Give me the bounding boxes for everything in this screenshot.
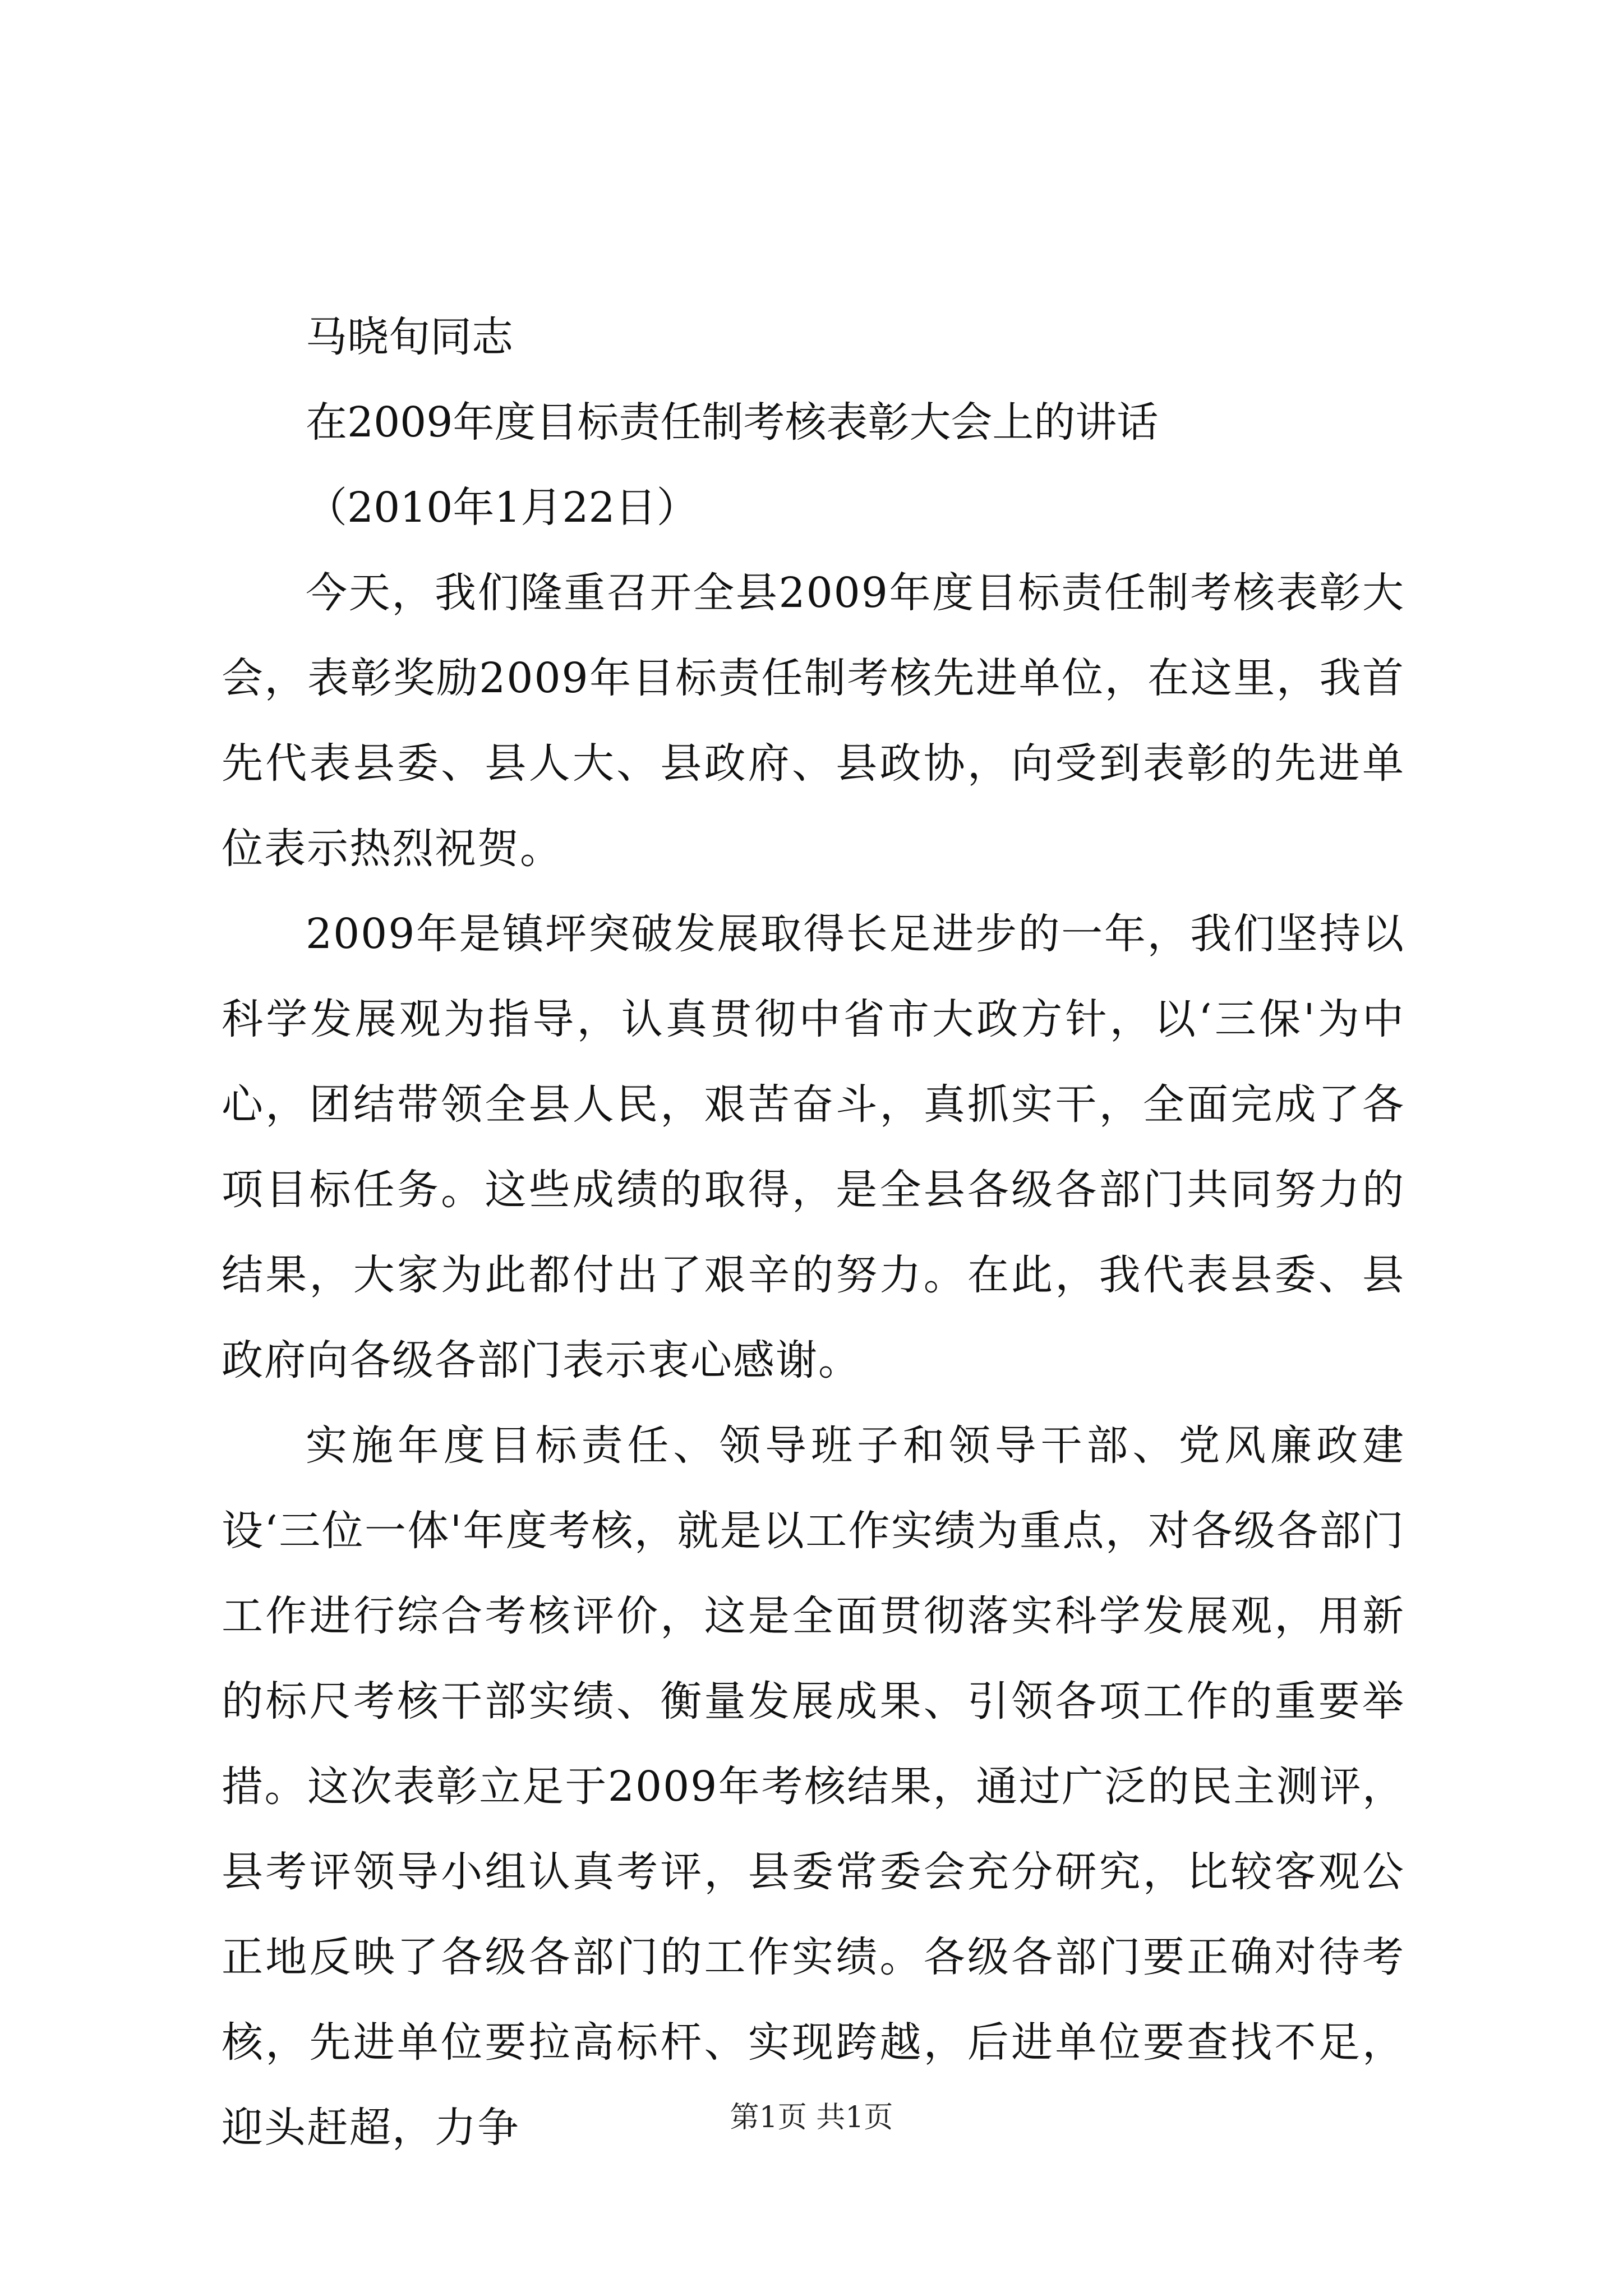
speaker-name: 马晓旬同志 — [306, 313, 513, 361]
speech-date: （2010年1月22日） — [306, 484, 698, 532]
document-body — [222, 295, 1405, 2170]
paragraph-opening: 今天，我们隆重召开全县2009年度目标责任制考核表彰大会，表彰奖励2009年目标责任制考核先进单位，在这里，我首先代表县委、县人大、县政府、县政协，向受到表彰的先进单位表示热烈祝贺。 — [222, 569, 1405, 873]
page-footer: 第1页 共1页 — [730, 2101, 893, 2134]
speech-title: 在2009年度目标责任制考核表彰大会上的讲话 — [306, 398, 1159, 447]
paragraph-assessment: 实施年度目标责任、领导班子和领导干部、党风廉政建设‘三位一体'年度考核，就是以工作实绩为重点，对各级各部门工作进行综合考核评价，这是全面贯彻落实科学发展观，用新的标尺考核干部实绩、衡量发展成果、引领各项工作的重要举措。这次表彰立足于2009年考核结果，通过广泛的民主测评，县考评领导小组认真考评，县委常委会充分研究，比较客观公正地反映了各级各部门的工作实绩。各级各部门要正确对待考核，先进单位要拉高标杆、实现跨越，后进单位要查找不足，迎头赶超，力争 — [222, 1421, 1405, 2152]
paragraph-achievements: 2009年是镇坪突破发展取得长足进步的一年，我们坚持以科学发展观为指导，认真贯彻中省市大政方针，以‘三保'为中心，团结带领全县人民，艰苦奋斗，真抓实干，全面完成了各项目标任务。这些成绩的取得，是全县各级各部门共同努力的结果，大家为此都付出了艰辛的努力。在此，我代表县委、县政府向各级各部门表示衷心感谢。 — [222, 910, 1405, 1384]
